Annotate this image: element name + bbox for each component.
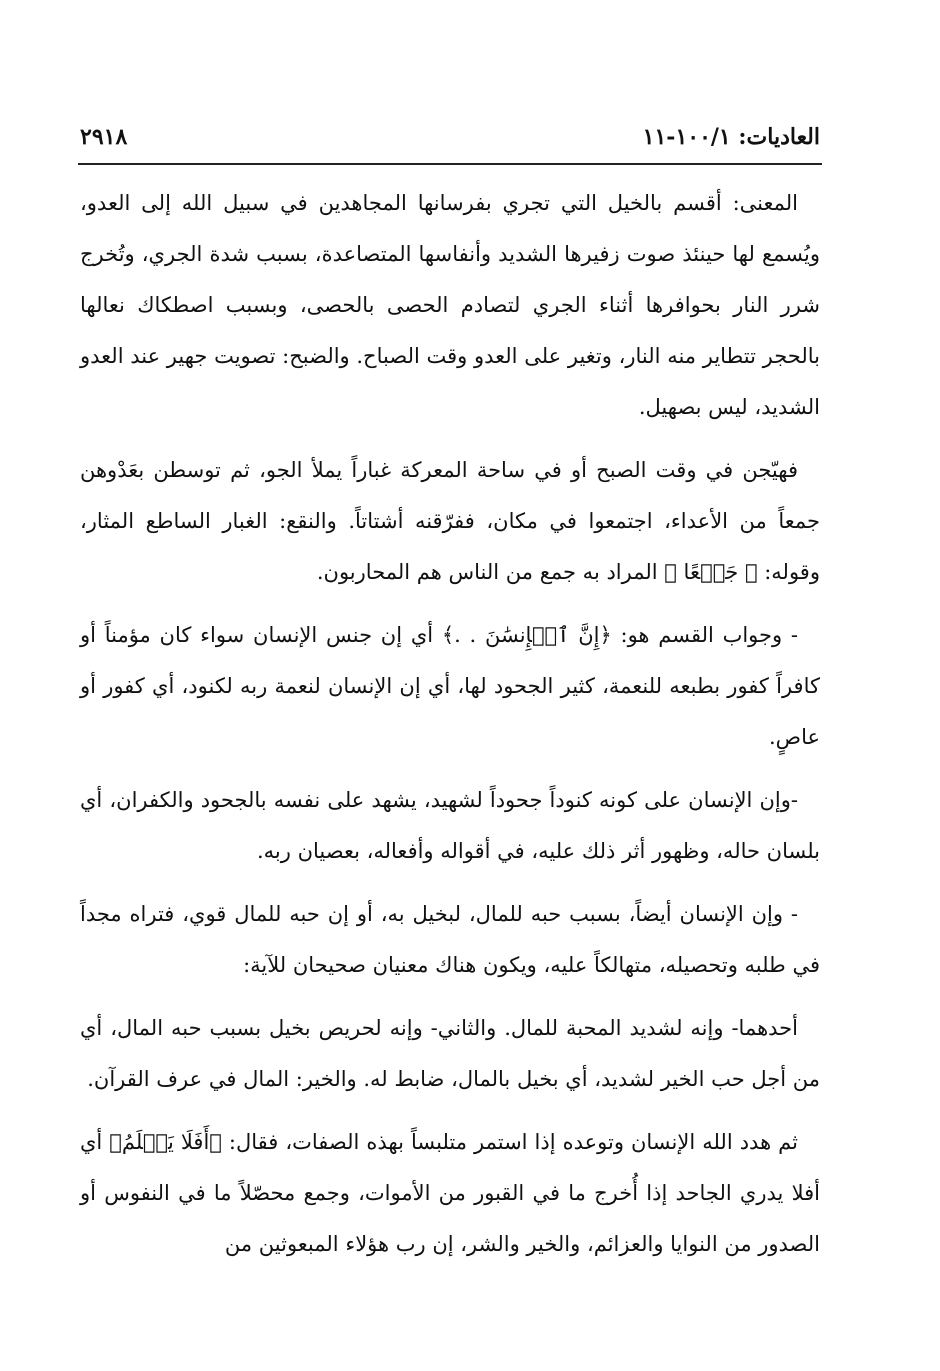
paragraph-dust: فهيّجن في وقت الصبح أو في ساحة المعركة غباراً يملأ الجو، ثم توسطن بعَدْوهن جمعاً من الأعداء، اجتمعوا في مكان، ففرّقنه أشتاتاً. والنقع: الغبار الساطع المثار، وقوله: ﴿ جَمۡعًا ﴾ المراد به جمع من الناس هم المحاربون. bbox=[80, 458, 820, 584]
page-body bbox=[80, 178, 820, 1282]
running-header bbox=[80, 118, 820, 156]
surah-title: العاديات: ١٠٠/١-١١ bbox=[642, 124, 820, 150]
paragraph-meaning: المعنى: أقسم بالخيل التي تجري بفرسانها المجاهدين في سبيل الله إلى العدو، ويُسمع لها حينئذ صوت زفيرها الشديد وأنفاسها المتصاعدة، بسبب شدة الجري، وتُخرج شرر النار بحوافرها أثناء الجري لتصادم الحصى بالحصى، وبسبب اصطكاك نعالها بالحجر تتطاير منه النار، وتغير على العدو وقت الصباح. والضبح: تصويت جهير عند العدو الشديد، ليس بصهيل. bbox=[80, 191, 820, 419]
paragraph-wealth: - وإن الإنسان أيضاً، بسبب حبه للمال، لبخيل به، أو إن حبه للمال قوي، فتراه مجداً في طلبه وتحصيله، متهالكاً عليه، ويكون هناك معنيان صحيحان للآية: bbox=[80, 902, 820, 977]
paragraph-witness: -وإن الإنسان على كونه كنوداً جحوداً لشهيد، يشهد على نفسه بالجحود والكفران، أي بلسان حاله، وظهور أثر ذلك عليه، في أقواله وأفعاله، بعصيان ربه. bbox=[80, 788, 820, 863]
paragraph-warning: ثم هدد الله الإنسان وتوعده إذا استمر متلبساً بهذه الصفات، فقال: ﴿أَفَلَا يَعۡلَمُ﴾ أي أفلا يدري الجاحد إذا أُخرج ما في القبور من الأموات، وجمع محصّلاً ما في النفوس أو الصدور من النوايا والعزائم، والخير والشر، إن رب هؤلاء المبعوثين من bbox=[80, 1130, 820, 1256]
paragraph-two-meanings: أحدهما- وإنه لشديد المحبة للمال. والثاني- وإنه لحريص بخيل بسبب حبه المال، أي من أجل حب الخير لشديد، أي بخيل بالمال، ضابط له. والخير: المال في عرف القرآن. bbox=[80, 1016, 820, 1091]
page-number: ٢٩١٨ bbox=[80, 124, 128, 150]
paragraph-oath-answer: - وجواب القسم هو: ﴿إِنَّ ٱلۡإِنسَٰنَ . .﴾ أي إن جنس الإنسان سواء كان مؤمناً أو كافراً كفور بطبعه للنعمة، كثير الجحود لها، أي إن الإنسان لنعمة ربه لكنود، أي كفور أو عاصٍ. bbox=[80, 623, 820, 749]
header-divider bbox=[78, 163, 822, 165]
